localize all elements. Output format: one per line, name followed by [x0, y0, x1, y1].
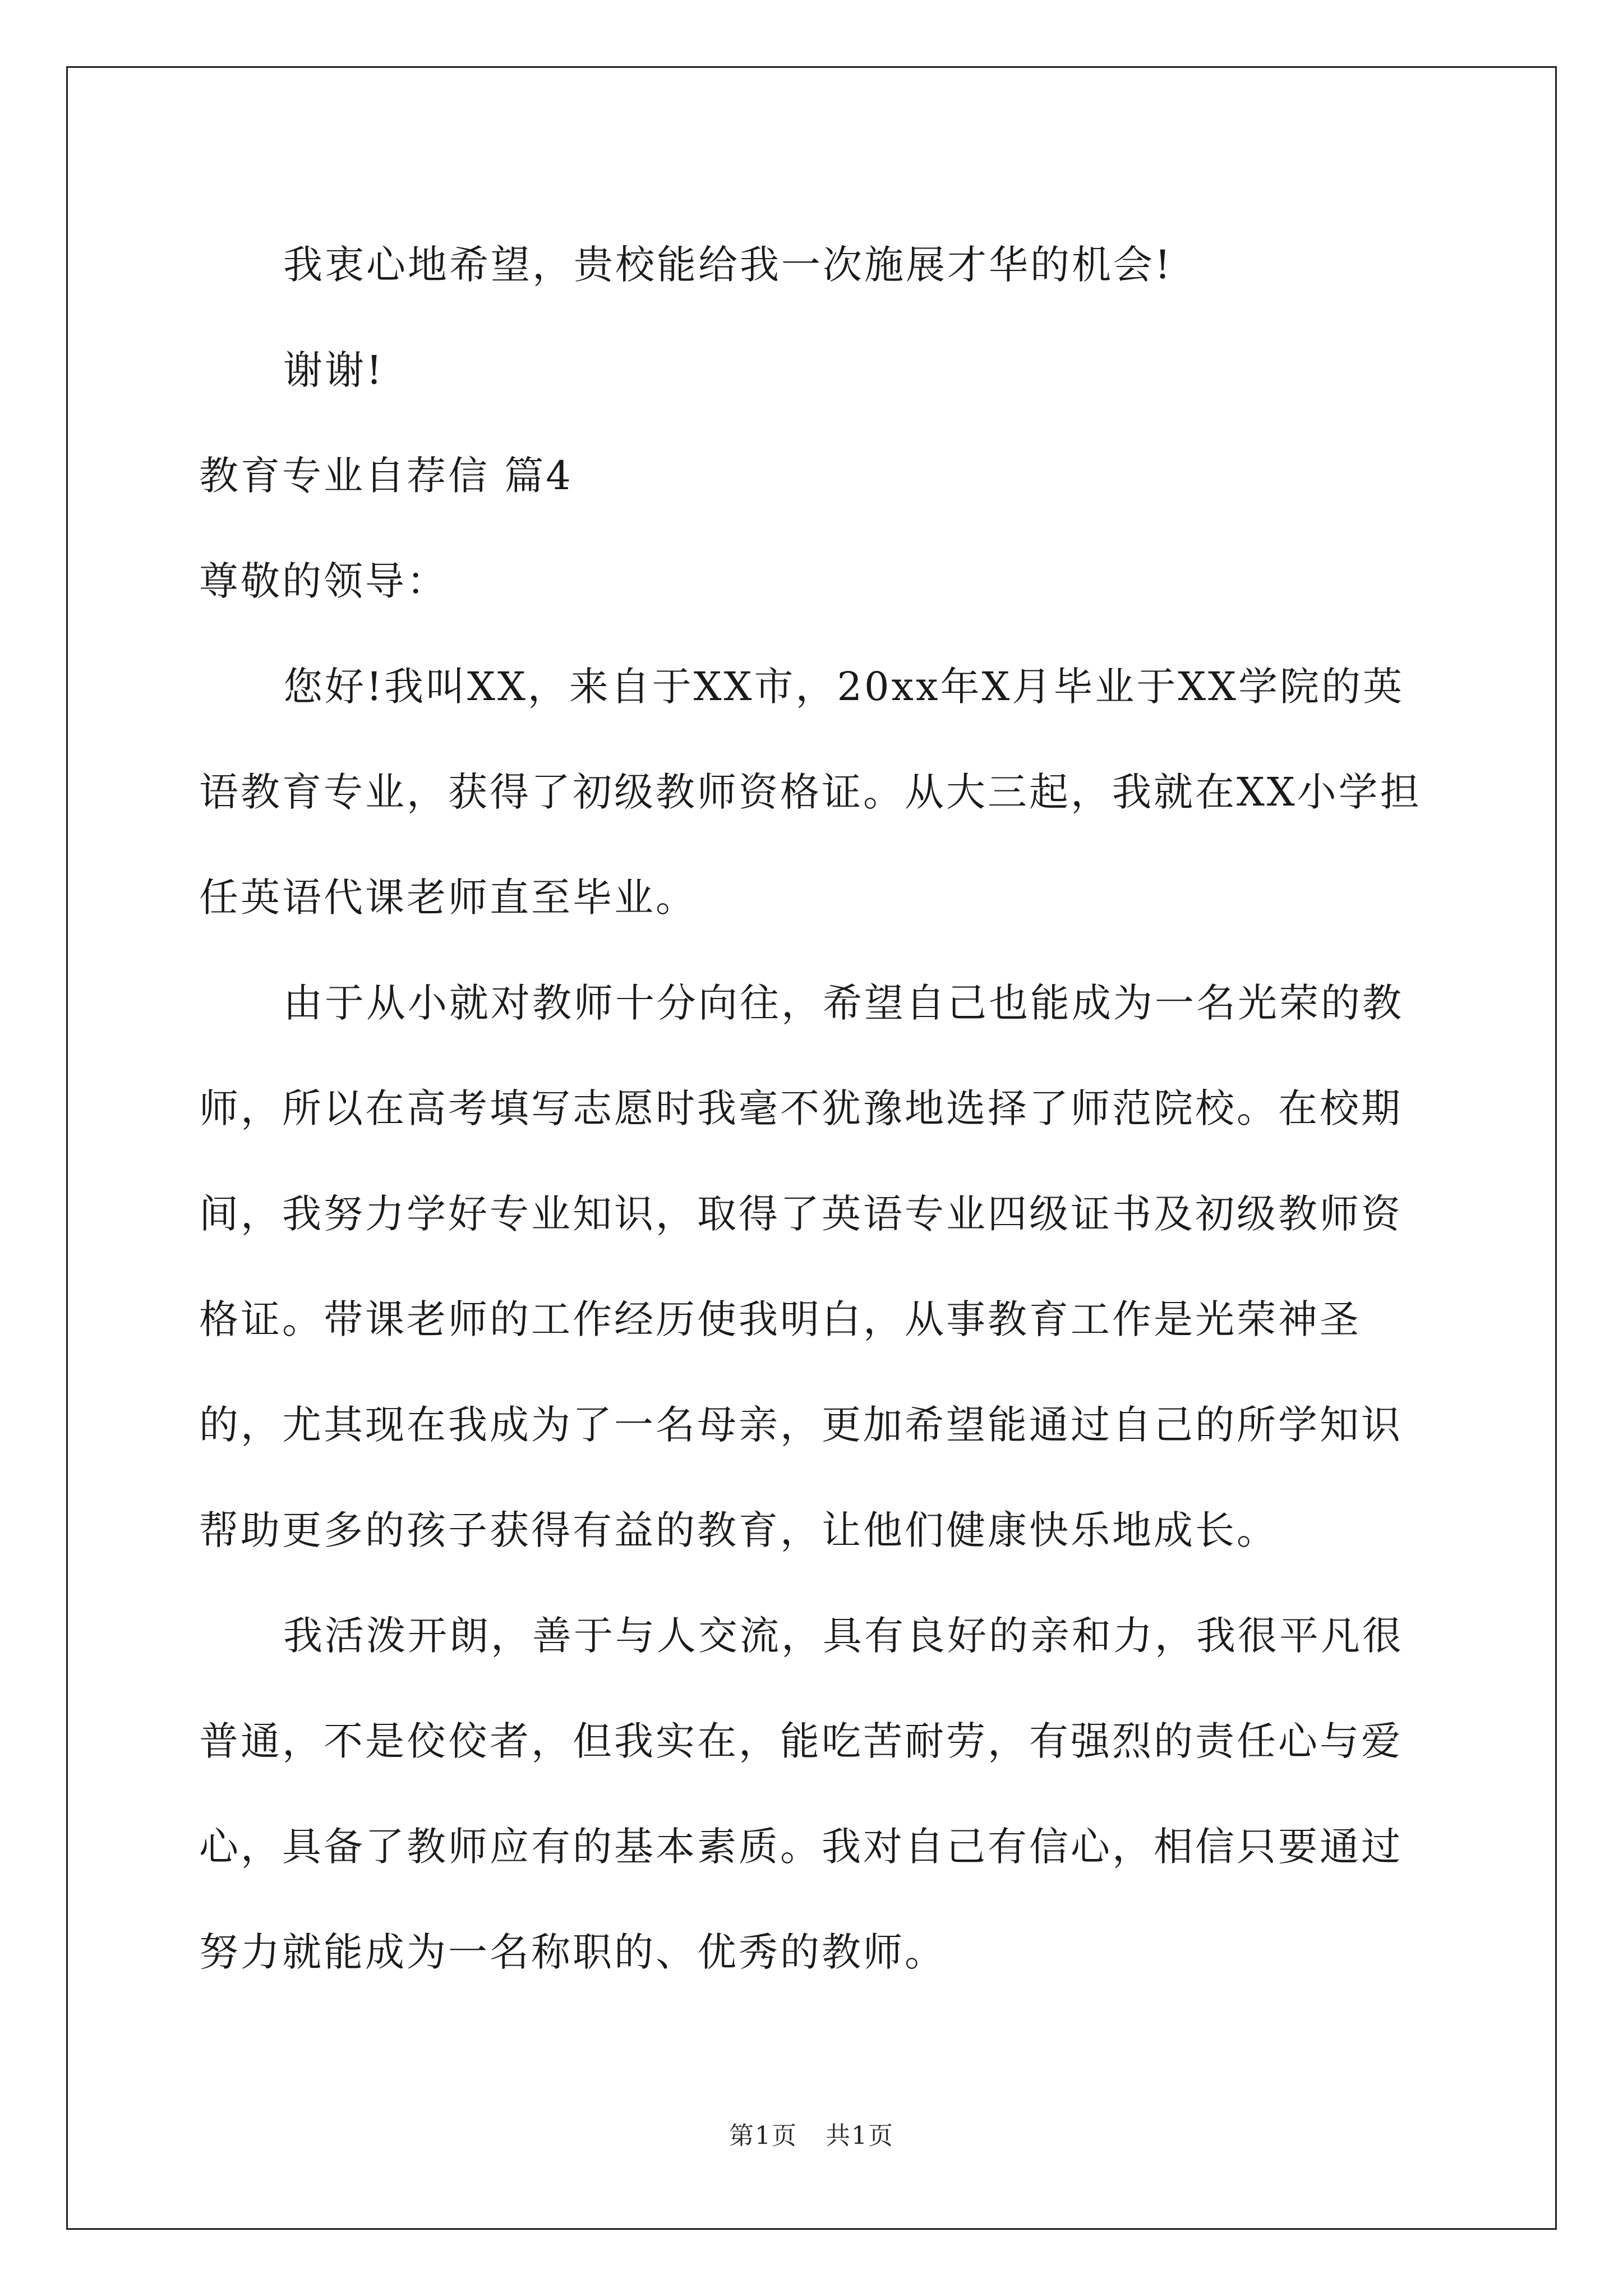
personality-paragraph: 我活泼开朗，善于与人交流，具有良好的亲和力，我很平凡很普通，不是佼佼者，但我实在，能吃苦耐劳，有强烈的责任心与爱心，具备了教师应有的基本素质。我对自己有信心，相信只要通过努力就能成为一名称职的、优秀的教师。: [199, 1613, 1404, 1975]
motivation-paragraph: 由于从小就对教师十分向往，希望自己也能成为一名光荣的教师，所以在高考填写志愿时我毫不犹豫地选择了师范院校。在校期间，我努力学好专业知识，取得了英语专业四级证书及初级教师资格证。带课老师的工作经历使我明白，从事教育工作是光荣神圣的，尤其现在我成为了一名母亲，更加希望能通过自己的所学知识帮助更多的孩子获得有益的教育，让他们健康快乐地成长。: [199, 980, 1404, 1553]
salutation: 尊敬的领导：: [199, 558, 448, 604]
page-footer: [0, 2119, 1623, 2153]
section-heading: 教育专业自荐信 篇4: [199, 453, 573, 499]
page-total: 共1页: [826, 2122, 894, 2150]
document-body: [199, 212, 1427, 2005]
intro-paragraph: 您好!我叫XX，来自于XX市，20xx年X月毕业于XX学院的英语教育专业，获得了初级教师资格证。从大三起，我就在XX小学担任英语代课老师直至毕业。: [199, 664, 1422, 921]
thanks-line: 谢谢!: [283, 347, 385, 393]
closing-hope-paragraph: 我衷心地希望，贵校能给我一次施展才华的机会!: [283, 242, 1173, 288]
page-number: 第1页: [729, 2122, 797, 2150]
